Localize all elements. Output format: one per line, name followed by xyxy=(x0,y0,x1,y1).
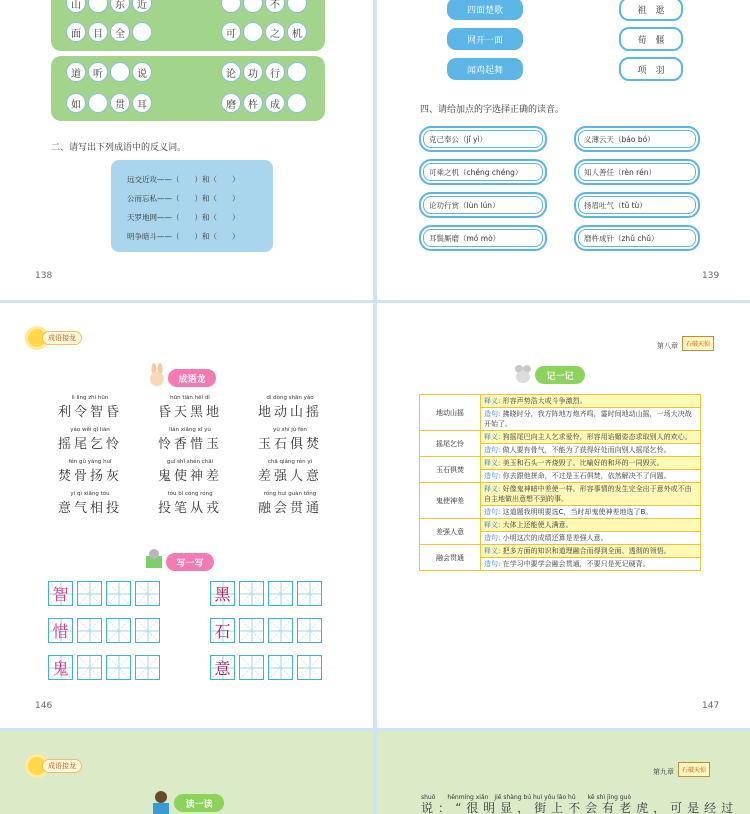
grid-guide-lines xyxy=(240,656,263,679)
book-icon xyxy=(144,548,164,570)
idiom-item: dì dòng shān yáo 地动山摇 xyxy=(258,395,323,420)
idiom-term: 融会贯通 xyxy=(420,545,481,571)
idiom-item: lì lìng zhì hūn 利令智昏 xyxy=(58,395,123,420)
page-148 xyxy=(0,731,373,814)
circle-blank[interactable] xyxy=(132,22,152,42)
circle-char: 目 xyxy=(88,22,108,42)
grid-guide-lines xyxy=(107,656,130,679)
circle-blank[interactable] xyxy=(287,62,307,82)
grid-cell[interactable] xyxy=(106,581,131,606)
idiom-item: lián xiāng xī yù 怜香惜玉 xyxy=(158,427,223,452)
idiom-item: tóu bǐ cóng róng 投笔从戎 xyxy=(158,491,223,516)
chapter-label: 第九章 xyxy=(653,768,674,776)
idiom-item: róng huì guàn tōng 融会贯通 xyxy=(258,491,323,516)
circle-char: 不 xyxy=(265,0,285,13)
circle-blank[interactable] xyxy=(287,93,307,113)
circle-char: 可 xyxy=(221,22,241,42)
table-row xyxy=(420,395,701,408)
grid-cell[interactable] xyxy=(77,655,102,680)
circle-row xyxy=(66,0,152,13)
mouse-icon xyxy=(513,363,533,385)
reading-option[interactable]: 可乘之机（chéng chéng） xyxy=(419,159,547,185)
page-number: 139 xyxy=(702,271,720,281)
grid-cell[interactable] xyxy=(268,581,293,606)
idiom-item: yì qì xiāng tóu 意气相投 xyxy=(58,491,123,516)
grid-guide-lines xyxy=(136,582,159,605)
reading-option[interactable]: 耳鬓厮磨（mó mò） xyxy=(419,225,547,251)
grid-cell[interactable] xyxy=(106,655,131,680)
series-logo-text: 成语接龙 xyxy=(42,331,82,345)
circle-blank[interactable] xyxy=(243,0,263,13)
grid-guide-lines xyxy=(78,656,101,679)
example-cell: 造句: 做人要有骨气，不能为了获得好处而向别人摇尾乞怜。 xyxy=(481,444,701,457)
grid-cell[interactable] xyxy=(135,655,160,680)
circle-blank[interactable] xyxy=(88,0,108,13)
example-cell: 造句: 在学习中要学会融会贯通，不要只是死记硬背。 xyxy=(481,558,701,571)
circle-char: 论 xyxy=(221,62,241,82)
idiom-memo-table xyxy=(419,394,701,571)
grid-guide-lines xyxy=(240,582,263,605)
idiom-term: 差强人意 xyxy=(420,519,481,545)
circle-char: 机 xyxy=(287,22,307,42)
page-number: 147 xyxy=(702,701,720,711)
write-banner: 写一写 xyxy=(166,553,214,571)
circle-row xyxy=(221,62,307,82)
grid-guide-lines xyxy=(78,619,101,642)
definition-cell: 释义: 形容声势浩大或斗争激烈。 xyxy=(481,395,701,408)
idiom-item: yáo wěi qǐ lián 摇尾乞怜 xyxy=(58,427,123,452)
definition-cell: 释义: 好像鬼神暗中差使一样。形容事情的发生完全出于意外或不由自主地做出意想不到的事。 xyxy=(481,483,701,506)
grid-guide-lines xyxy=(240,619,263,642)
grid-cell[interactable] xyxy=(135,581,160,606)
grid-cell: 鬼 xyxy=(48,655,73,680)
grid-cell[interactable] xyxy=(268,618,293,643)
circle-char: 杵 xyxy=(243,93,263,113)
grid-cell[interactable] xyxy=(77,581,102,606)
idiom-term: 玉石俱焚 xyxy=(420,457,481,483)
example-cell: 造句: 拂晓时分，我方阵地万炮齐鸣，霎时间地动山摇，一场大决战开始了。 xyxy=(481,408,701,431)
reading-option[interactable]: 义薄云天（báo bó） xyxy=(574,126,700,152)
circle-row xyxy=(66,93,152,113)
page-147 xyxy=(377,303,750,728)
section-banner: 读一读 xyxy=(174,794,224,812)
idiom-item: guǐ shǐ shén chāi 鬼使神差 xyxy=(158,459,223,484)
circle-char: 东 xyxy=(110,0,130,13)
table-row xyxy=(420,519,701,532)
grid-guide-lines xyxy=(136,619,159,642)
grid-cell: 意 xyxy=(210,655,235,680)
grid-cell[interactable] xyxy=(268,655,293,680)
idiom-term: 地动山摇 xyxy=(420,395,481,431)
idiom-pill[interactable]: 网开一面 xyxy=(447,28,523,50)
circle-char: 之 xyxy=(265,22,285,42)
idiom-term: 摇尾乞怜 xyxy=(420,431,481,457)
definition-cell: 释义: 狗摇尾巴向主人乞求爱怜，形容用谄媚姿态求取别人的欢心。 xyxy=(481,431,701,444)
definition-cell: 释义: 大体上还能使人满意。 xyxy=(481,519,701,532)
circle-blank[interactable] xyxy=(243,22,263,42)
writing-grid-left-3 xyxy=(48,655,160,680)
idiom-term: 鬼使神差 xyxy=(420,483,481,519)
circle-row xyxy=(66,62,152,82)
example-cell: 造句: 这道题我明明要选C，当时却鬼使神差地选了B。 xyxy=(481,506,701,519)
reading-option[interactable]: 克己奉公（jǐ yì） xyxy=(419,126,547,152)
section-banner: 成语龙 xyxy=(168,369,216,387)
reading-option[interactable]: 论功行赏（lùn lún） xyxy=(419,192,547,218)
series-logo xyxy=(28,757,82,775)
circle-row xyxy=(221,93,307,113)
circle-row xyxy=(66,22,152,42)
page-149 xyxy=(377,731,750,814)
circle-blank[interactable] xyxy=(88,93,108,113)
grid-cell: 黑 xyxy=(210,581,235,606)
idiom-item: chā qiáng rén yì 差强人意 xyxy=(258,459,323,484)
idiom-pill[interactable]: 闻鸡起舞 xyxy=(447,58,523,80)
story-text: 说：“很明显，街上不会有老虎，可是经过 xyxy=(421,801,739,814)
series-logo-text: 成语接龙 xyxy=(42,759,82,773)
idiom-item: fén gǔ yáng huī 焚骨扬灰 xyxy=(58,459,123,484)
writing-grid-right-1 xyxy=(210,581,322,606)
idiom-pill[interactable]: 四面楚歌 xyxy=(447,0,523,20)
example-cell: 造句: 小明这次的成绩还算是差强人意。 xyxy=(481,532,701,545)
reading-option[interactable]: 扬眉吐气（tǔ tù） xyxy=(574,192,700,218)
writing-grid-left-2 xyxy=(48,618,160,643)
grid-cell: 智 xyxy=(48,581,73,606)
chapter-label: 第八章 xyxy=(657,342,678,350)
person-option[interactable]: 项 羽 xyxy=(619,57,683,81)
reading-kid-icon xyxy=(150,789,172,814)
grid-guide-lines xyxy=(298,656,321,679)
writing-grid-right-3 xyxy=(210,655,322,680)
grid-cell[interactable] xyxy=(135,618,160,643)
grid-cell: 惜 xyxy=(48,618,73,643)
grid-guide-lines xyxy=(78,582,101,605)
antonym-row[interactable]: 公而忘私——（ ）和（ ） xyxy=(127,194,240,203)
circle-blank[interactable] xyxy=(110,62,130,82)
reading-option[interactable]: 磨杵成针（zhǔ chǔ） xyxy=(574,225,700,251)
antonym-row[interactable]: 明争暗斗——（ ）和（ ） xyxy=(127,232,240,241)
rabbit-icon xyxy=(148,363,166,387)
idiom-item: hūn tiān hēi dì 昏天黑地 xyxy=(158,395,223,420)
series-logo xyxy=(28,329,82,347)
grid-cell: 石 xyxy=(210,618,235,643)
definition-cell: 释义: 把多方面的知识和道理融合而得到全面、透彻的领悟。 xyxy=(481,545,701,558)
circle-char: 成 xyxy=(265,93,285,113)
circle-blank[interactable] xyxy=(221,0,241,13)
circle-char: 行 xyxy=(265,62,285,82)
reading-option[interactable]: 知人善任（rèn rén） xyxy=(574,159,700,185)
grid-cell[interactable] xyxy=(77,618,102,643)
circle-char: 磨 xyxy=(221,93,241,113)
circle-char: 功 xyxy=(243,62,263,82)
grid-guide-lines xyxy=(269,619,292,642)
grid-cell[interactable] xyxy=(297,618,322,643)
antonym-row[interactable]: 天罗地网——（ ）和（ ） xyxy=(127,213,240,222)
grid-guide-lines xyxy=(298,582,321,605)
page-number: 138 xyxy=(35,271,53,281)
circle-char: 山 xyxy=(66,0,86,13)
circle-char: 全 xyxy=(110,22,130,42)
idiom-item: yù shí jù fén 玉石俱焚 xyxy=(258,427,323,452)
circle-char: 面 xyxy=(66,22,86,42)
circle-char: 近 xyxy=(132,0,152,13)
story-pinyin: shuō hěnmíng xiǎn jiē shàng bú huì yǒu lǎo hǔ kě shì jīng guò xyxy=(421,794,632,801)
grid-guide-lines xyxy=(269,656,292,679)
grid-guide-lines xyxy=(107,582,130,605)
grid-cell[interactable] xyxy=(239,655,264,680)
page-146 xyxy=(0,303,373,728)
grid-cell[interactable] xyxy=(106,618,131,643)
section-2-title: 二、请写出下列成语中的反义词。 xyxy=(51,143,187,153)
circle-char: 贯 xyxy=(110,93,130,113)
chapter-sign: 石破天惊 xyxy=(682,336,714,351)
table-row xyxy=(420,431,701,444)
grid-cell[interactable] xyxy=(239,581,264,606)
antonym-row[interactable]: 远交近攻——（ ）和（ ） xyxy=(127,175,240,184)
section-banner: 记一记 xyxy=(535,366,585,384)
circle-row xyxy=(221,22,307,42)
grid-guide-lines xyxy=(107,619,130,642)
grid-cell[interactable] xyxy=(239,618,264,643)
table-row xyxy=(420,545,701,558)
writing-grid-left-1 xyxy=(48,581,160,606)
circle-char: 听 xyxy=(88,62,108,82)
section-4-title: 四、请给加点的字选择正确的读音。 xyxy=(420,105,565,115)
writing-grid-right-2 xyxy=(210,618,322,643)
circle-char: 如 xyxy=(66,93,86,113)
example-cell: 造句: 你去跟他拼命，不过是玉石俱焚，依然解决不了问题。 xyxy=(481,470,701,483)
antonym-box xyxy=(111,160,273,252)
table-row xyxy=(420,457,701,470)
page-number: 146 xyxy=(35,701,53,711)
person-option[interactable]: 祖 逖 xyxy=(619,0,683,21)
grid-guide-lines xyxy=(298,619,321,642)
grid-cell[interactable] xyxy=(297,581,322,606)
grid-guide-lines xyxy=(269,582,292,605)
circle-char: 说 xyxy=(132,62,152,82)
chapter-sign: 石破天惊 xyxy=(678,762,710,777)
circle-row xyxy=(221,0,307,13)
table-row xyxy=(420,483,701,506)
page-138 xyxy=(0,0,373,300)
definition-cell: 释义: 美玉和石头一齐烧毁了。比喻好的和坏的一同毁灭。 xyxy=(481,457,701,470)
circle-char: 耳 xyxy=(132,93,152,113)
grid-cell[interactable] xyxy=(297,655,322,680)
circle-char: 道 xyxy=(66,62,86,82)
page-139 xyxy=(377,0,750,300)
circle-blank[interactable] xyxy=(287,0,307,13)
grid-guide-lines xyxy=(136,656,159,679)
person-option[interactable]: 荀 偃 xyxy=(619,27,683,51)
